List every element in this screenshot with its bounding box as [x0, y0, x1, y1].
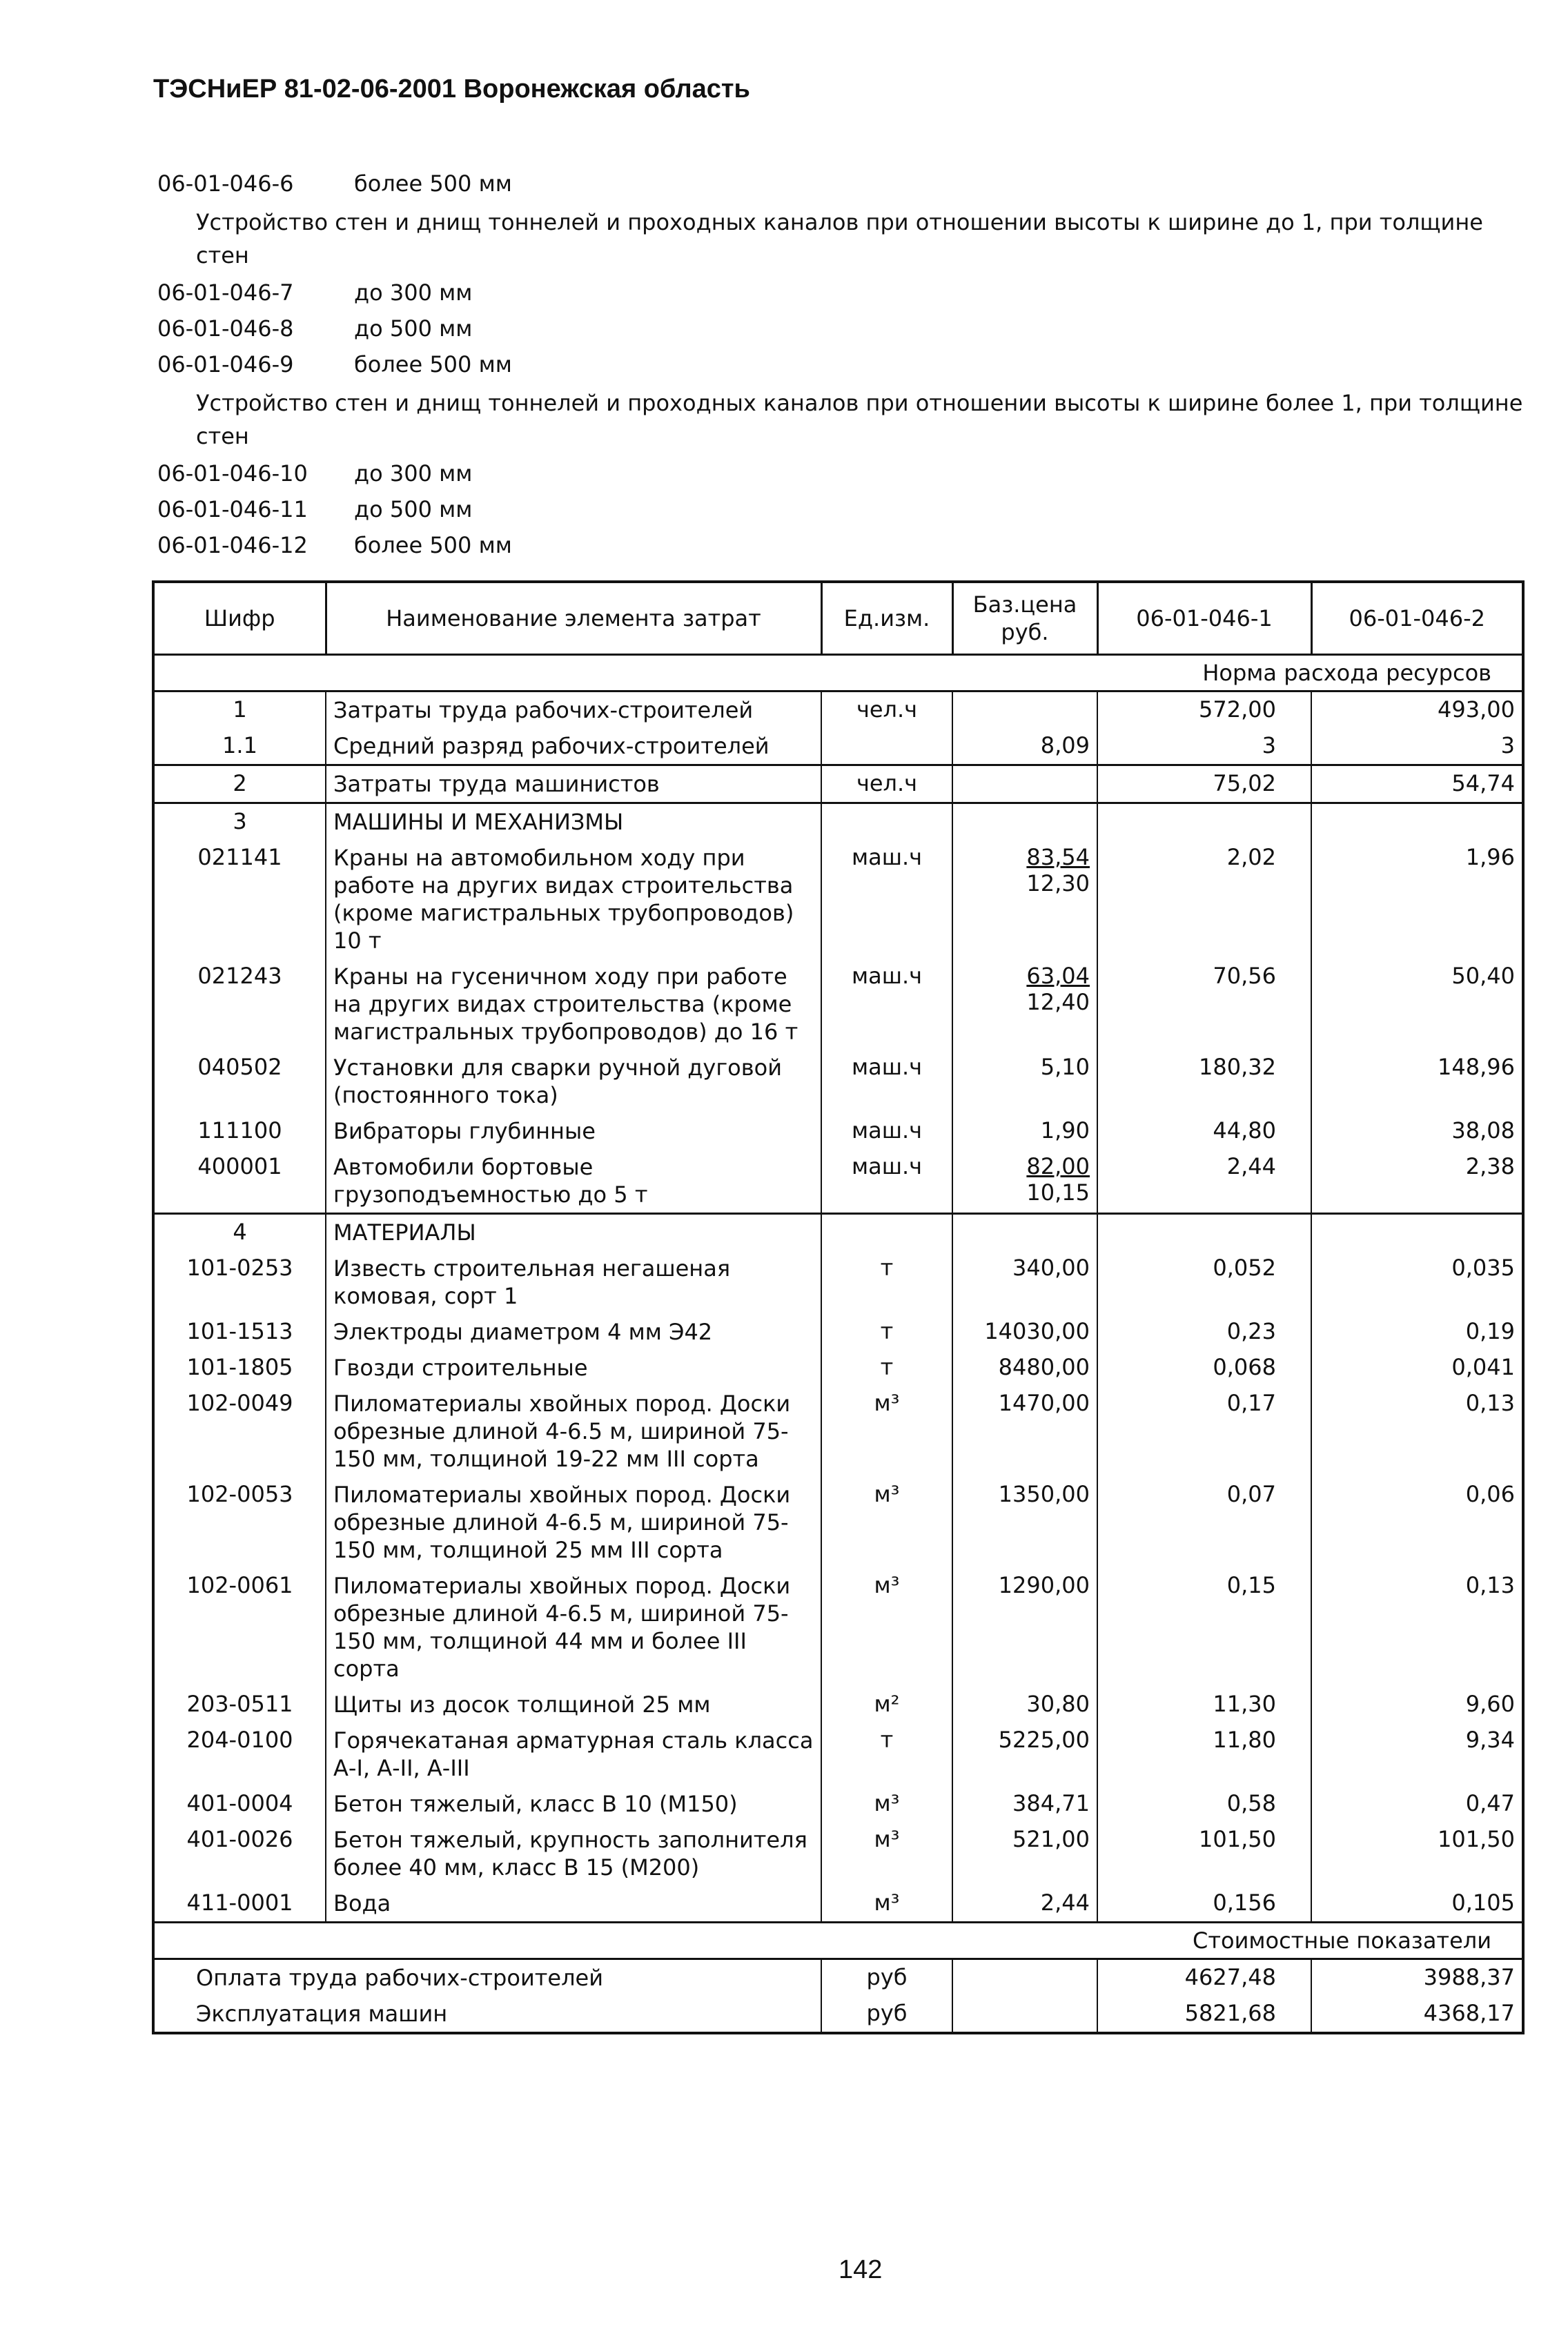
row-value-1: 180,32	[1097, 1050, 1311, 1113]
table-row	[153, 1568, 1523, 1687]
row-name: Затраты труда рабочих-строителей	[326, 691, 821, 729]
row-value-1: 0,052	[1097, 1250, 1311, 1314]
cost-label: Стоимостные показатели	[153, 1923, 1523, 1959]
row-code: 102-0049	[153, 1386, 326, 1477]
row-unit: т	[821, 1250, 952, 1314]
code: 06-01-046-7	[157, 279, 294, 306]
row-value-2: 0,13	[1465, 1572, 1515, 1598]
row-code: 101-1805	[153, 1350, 326, 1386]
code-row	[157, 346, 1524, 382]
code-list	[157, 166, 1524, 563]
cost-unit: руб	[821, 1959, 952, 1996]
code-row	[157, 275, 1524, 311]
norm-table	[152, 580, 1525, 2034]
row-value-2: 101,50	[1438, 1826, 1515, 1852]
code: 06-01-046-9	[157, 351, 294, 377]
row-unit: маш.ч	[821, 840, 952, 959]
row-unit: м³	[821, 1477, 952, 1568]
row-unit: м²	[821, 1687, 952, 1723]
header-col2: 06-01-046-2	[1311, 582, 1523, 655]
row-value-2: 0,041	[1451, 1354, 1515, 1380]
row-unit: чел.ч	[821, 691, 952, 729]
price-main: 83,54	[1026, 844, 1090, 870]
row-price: 384,71	[952, 1786, 1097, 1822]
table-row	[153, 840, 1523, 959]
row-unit: маш.ч	[821, 959, 952, 1050]
row-name: Электроды диаметром 4 мм Э42	[326, 1314, 821, 1350]
row-name: Затраты труда машинистов	[326, 765, 821, 803]
row-price	[952, 803, 1097, 841]
row-name: Краны на гусеничном ходу при работе на других видах строительства (кроме магистральных трубопроводов) до 16 т	[326, 959, 821, 1050]
row-code: 1	[153, 691, 326, 729]
header-unit: Ед.изм.	[821, 582, 952, 655]
row-code: 4	[153, 1214, 326, 1251]
row-value-1	[1097, 1214, 1311, 1251]
table-row	[153, 1723, 1523, 1786]
row-value-2	[1311, 803, 1523, 841]
row-value-1: 0,15	[1097, 1568, 1311, 1687]
row-price: 8480,00	[952, 1350, 1097, 1386]
price-operator: 10,15	[1026, 1179, 1090, 1206]
row-code: 204-0100	[153, 1723, 326, 1786]
row-name: Краны на автомобильном ходу при работе на других видах строительства (кроме магистральных трубопроводов) 10 т	[326, 840, 821, 959]
table-row	[153, 1786, 1523, 1822]
row-value-2: 493,00	[1311, 691, 1523, 729]
row-value-1: 2,44	[1097, 1149, 1311, 1214]
code-desc: до 500 мм	[354, 315, 473, 342]
row-price: 1290,00	[952, 1568, 1097, 1687]
row-price	[952, 959, 1097, 1050]
row-name: Автомобили бортовые грузоподъемностью до 5 т	[326, 1149, 821, 1214]
row-unit: т	[821, 1350, 952, 1386]
code: 06-01-046-11	[157, 496, 308, 522]
row-price: 2,44	[952, 1885, 1097, 1923]
row-name: МАТЕРИАЛЫ	[326, 1214, 821, 1251]
header-name: Наименование элемента затрат	[326, 582, 821, 655]
cost-value-1: 5821,68	[1097, 1996, 1311, 2033]
row-unit: чел.ч	[821, 765, 952, 803]
row-unit: м³	[821, 1885, 952, 1923]
cost-name: Оплата труда рабочих-строителей	[153, 1959, 821, 1996]
table-row	[153, 1250, 1523, 1314]
cost-value-1: 4627,48	[1097, 1959, 1311, 1996]
row-name: МАШИНЫ И МЕХАНИЗМЫ	[326, 803, 821, 841]
row-name: Щиты из досок толщиной 25 мм	[326, 1687, 821, 1723]
row-price	[952, 1214, 1097, 1251]
row-unit	[821, 728, 952, 765]
price-operator: 12,30	[1026, 870, 1090, 896]
row-unit	[821, 803, 952, 841]
table-row	[153, 1350, 1523, 1386]
row-price	[952, 840, 1097, 959]
row-value-1: 572,00	[1097, 691, 1311, 729]
row-code: 411-0001	[153, 1885, 326, 1923]
price-main: 82,00	[1026, 1153, 1090, 1179]
row-price	[952, 691, 1097, 729]
cost-value-2: 3988,37	[1423, 1964, 1515, 1990]
row-name: Вибраторы глубинные	[326, 1113, 821, 1149]
row-value-2: 38,08	[1451, 1117, 1515, 1144]
row-unit: м³	[821, 1822, 952, 1885]
row-price: 5,10	[952, 1050, 1097, 1113]
code-row	[157, 455, 1524, 491]
row-value-2: 2,38	[1465, 1153, 1515, 1179]
row-value-2: 0,47	[1465, 1790, 1515, 1816]
table-row	[153, 1113, 1523, 1149]
row-name: Вода	[326, 1885, 821, 1923]
row-value-2: 1,96	[1465, 844, 1515, 870]
group-title: Устройство стен и днищ тоннелей и проходных каналов при отношении высоты к ширине до 1, при толщине стен	[196, 209, 1483, 268]
cost-label-row	[153, 1923, 1523, 1959]
row-name: Известь строительная негашеная комовая, сорт 1	[326, 1250, 821, 1314]
table-row	[153, 691, 1523, 729]
row-price: 1,90	[952, 1113, 1097, 1149]
row-code: 101-0253	[153, 1250, 326, 1314]
code-row	[157, 491, 1524, 527]
code-row	[157, 527, 1524, 563]
table-row	[153, 728, 1523, 765]
code: 06-01-046-6	[157, 170, 294, 197]
row-unit: маш.ч	[821, 1149, 952, 1214]
section-row	[153, 803, 1523, 841]
cost-unit: руб	[821, 1996, 952, 2033]
row-code: 203-0511	[153, 1687, 326, 1723]
row-value-2: 9,34	[1465, 1727, 1515, 1753]
row-value-2: 0,105	[1451, 1890, 1515, 1916]
row-value-1: 3	[1097, 728, 1311, 765]
row-code: 111100	[153, 1113, 326, 1149]
norm-label-row	[153, 655, 1523, 691]
row-price: 14030,00	[952, 1314, 1097, 1350]
row-name: Бетон тяжелый, крупность заполнителя более 40 мм, класс В 15 (М200)	[326, 1822, 821, 1885]
row-value-1: 75,02	[1097, 765, 1311, 803]
row-price: 1350,00	[952, 1477, 1097, 1568]
table-row	[153, 1477, 1523, 1568]
row-value-2: 9,60	[1465, 1691, 1515, 1717]
header-col1: 06-01-046-1	[1097, 582, 1311, 655]
row-code: 401-0004	[153, 1786, 326, 1822]
row-code: 102-0053	[153, 1477, 326, 1568]
row-value-1: 11,30	[1097, 1687, 1311, 1723]
row-code: 040502	[153, 1050, 326, 1113]
group-title: Устройство стен и днищ тоннелей и проходных каналов при отношении высоты к ширине более 1, при толщине стен	[196, 390, 1523, 449]
code-row	[157, 166, 1524, 202]
code-desc: более 500 мм	[354, 170, 512, 197]
row-code: 2	[153, 765, 326, 803]
row-code: 400001	[153, 1149, 326, 1214]
page-number: 142	[839, 2255, 883, 2284]
row-code: 021243	[153, 959, 326, 1050]
code-desc: до 300 мм	[354, 460, 473, 487]
cost-value-2: 4368,17	[1423, 2000, 1515, 2026]
table-row	[153, 1386, 1523, 1477]
row-price: 521,00	[952, 1822, 1097, 1885]
row-name: Средний разряд рабочих-строителей	[326, 728, 821, 765]
row-name: Пиломатериалы хвойных пород. Доски обрезные длиной 4-6.5 м, шириной 75-150 мм, толщиной 44 мм и более III сорта	[326, 1568, 821, 1687]
row-name: Гвозди строительные	[326, 1350, 821, 1386]
row-value-1: 101,50	[1097, 1822, 1311, 1885]
code-row	[157, 311, 1524, 346]
row-price: 1470,00	[952, 1386, 1097, 1477]
row-price: 340,00	[952, 1250, 1097, 1314]
cost-name: Эксплуатация машин	[153, 1996, 821, 2033]
row-value-2: 3	[1500, 732, 1515, 758]
table-row	[153, 765, 1523, 803]
row-value-1: 70,56	[1097, 959, 1311, 1050]
table-row	[153, 1050, 1523, 1113]
row-value-1: 44,80	[1097, 1113, 1311, 1149]
cost-row	[153, 1959, 1523, 1996]
row-code: 101-1513	[153, 1314, 326, 1350]
code: 06-01-046-12	[157, 532, 308, 558]
row-unit: т	[821, 1723, 952, 1786]
row-value-2: 0,13	[1465, 1390, 1515, 1416]
row-price	[952, 1149, 1097, 1214]
row-value-1	[1097, 803, 1311, 841]
table-row	[153, 1885, 1523, 1923]
row-code: 1.1	[153, 728, 326, 765]
row-value-2: 50,40	[1451, 963, 1515, 989]
header-price: Баз.цена руб.	[952, 582, 1097, 655]
row-name: Пиломатериалы хвойных пород. Доски обрезные длиной 4-6.5 м, шириной 75-150 мм, толщиной 25 мм III сорта	[326, 1477, 821, 1568]
row-unit: м³	[821, 1568, 952, 1687]
table-row	[153, 1314, 1523, 1350]
row-value-2: 148,96	[1438, 1054, 1515, 1080]
row-unit	[821, 1214, 952, 1251]
row-value-2	[1311, 1214, 1523, 1251]
row-name: Установки для сварки ручной дуговой (постоянного тока)	[326, 1050, 821, 1113]
code: 06-01-046-8	[157, 315, 294, 342]
cost-price	[952, 1959, 1097, 1996]
cost-price	[952, 1996, 1097, 2033]
row-unit: м³	[821, 1786, 952, 1822]
table-body	[153, 655, 1523, 2034]
table-row	[153, 959, 1523, 1050]
table-row	[153, 1149, 1523, 1214]
price-operator: 12,40	[1026, 989, 1090, 1015]
row-value-1: 0,068	[1097, 1350, 1311, 1386]
row-unit: маш.ч	[821, 1113, 952, 1149]
price-main: 63,04	[1026, 963, 1090, 989]
code-desc: до 500 мм	[354, 496, 473, 522]
code-desc: более 500 мм	[354, 351, 512, 377]
row-price: 5225,00	[952, 1723, 1097, 1786]
row-unit: т	[821, 1314, 952, 1350]
section-row	[153, 1214, 1523, 1251]
row-value-2: 54,74	[1311, 765, 1523, 803]
table-row	[153, 1822, 1523, 1885]
row-unit: м³	[821, 1386, 952, 1477]
row-value-1: 0,156	[1097, 1885, 1311, 1923]
row-code: 401-0026	[153, 1822, 326, 1885]
row-value-2: 0,035	[1451, 1255, 1515, 1281]
row-value-1: 0,17	[1097, 1386, 1311, 1477]
code: 06-01-046-10	[157, 460, 308, 487]
row-unit: маш.ч	[821, 1050, 952, 1113]
row-value-2: 0,06	[1465, 1481, 1515, 1507]
row-value-1: 0,58	[1097, 1786, 1311, 1822]
row-value-1: 0,23	[1097, 1314, 1311, 1350]
row-code: 021141	[153, 840, 326, 959]
page-title: ТЭСНиЕР 81-02-06-2001 Воронежская область	[153, 75, 750, 104]
row-name: Пиломатериалы хвойных пород. Доски обрезные длиной 4-6.5 м, шириной 75-150 мм, толщиной 19-22 мм III сорта	[326, 1386, 821, 1477]
code-desc: более 500 мм	[354, 532, 512, 558]
row-price: 8,09	[952, 728, 1097, 765]
row-name: Бетон тяжелый, класс В 10 (М150)	[326, 1786, 821, 1822]
table-header-row	[153, 582, 1523, 655]
row-price	[952, 765, 1097, 803]
row-code: 102-0061	[153, 1568, 326, 1687]
row-value-2: 0,19	[1465, 1318, 1515, 1344]
norm-label: Норма расхода ресурсов	[153, 655, 1523, 691]
row-price: 30,80	[952, 1687, 1097, 1723]
row-value-1: 11,80	[1097, 1723, 1311, 1786]
header-code: Шифр	[153, 582, 326, 655]
row-code: 3	[153, 803, 326, 841]
table-row	[153, 1687, 1523, 1723]
row-value-1: 2,02	[1097, 840, 1311, 959]
cost-row	[153, 1996, 1523, 2033]
code-desc: до 300 мм	[354, 279, 473, 306]
row-value-1: 0,07	[1097, 1477, 1311, 1568]
row-name: Горячекатаная арматурная сталь класса А-I, А-II, А-III	[326, 1723, 821, 1786]
